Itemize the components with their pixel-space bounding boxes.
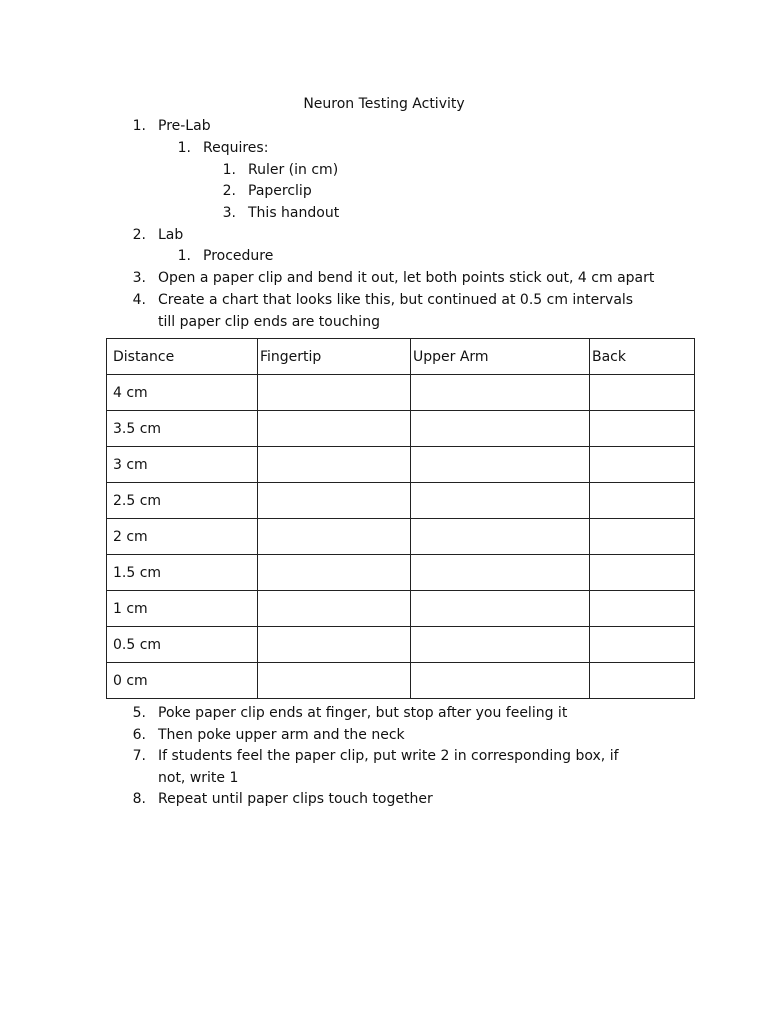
upper-arm-cell: [411, 591, 590, 627]
item-text: Open a paper clip and bend it out, let both points stick out, 4 cm apart: [158, 270, 655, 286]
item-text: Poke paper clip ends at finger, but stop after you feeling it: [158, 705, 568, 721]
back-cell: [590, 411, 695, 447]
item-text: Ruler (in cm): [248, 162, 339, 178]
item-number: 1.: [177, 248, 191, 264]
distance-cell: 3 cm: [107, 447, 258, 483]
item-number: 5.: [132, 705, 146, 721]
item-text: Requires:: [203, 140, 269, 156]
distance-cell: 3.5 cm: [107, 411, 258, 447]
back-cell: [590, 483, 695, 519]
item-number: 3.: [222, 205, 236, 221]
upper-arm-cell: [411, 663, 590, 699]
back-cell: [590, 627, 695, 663]
header-back: Back: [590, 339, 695, 375]
back-cell: [590, 591, 695, 627]
fingertip-cell: [258, 411, 411, 447]
upper-arm-cell: [411, 375, 590, 411]
item-number: 1.: [132, 118, 146, 134]
fingertip-cell: [258, 663, 411, 699]
item-text: Pre-Lab: [158, 118, 211, 134]
item-number: 2.: [222, 183, 236, 199]
item-number: 3.: [132, 270, 146, 286]
item-text: If students feel the paper clip, put write 2 in corresponding box, if: [158, 748, 619, 764]
item-text: Lab: [158, 227, 184, 243]
fingertip-cell: [258, 375, 411, 411]
table-row: [107, 447, 695, 483]
item-number: 6.: [132, 727, 146, 743]
item-text: not, write 1: [158, 770, 239, 786]
distance-cell: 1.5 cm: [107, 555, 258, 591]
upper-arm-cell: [411, 555, 590, 591]
fingertip-cell: [258, 555, 411, 591]
distance-cell: 4 cm: [107, 375, 258, 411]
upper-arm-cell: [411, 519, 590, 555]
item-number: 1.: [177, 140, 191, 156]
fingertip-cell: [258, 627, 411, 663]
header-fingertip: Fingertip: [258, 339, 411, 375]
back-cell: [590, 375, 695, 411]
back-cell: [590, 519, 695, 555]
distance-table: [106, 338, 695, 699]
distance-cell: 0 cm: [107, 663, 258, 699]
item-text: This handout: [248, 205, 340, 221]
upper-arm-cell: [411, 411, 590, 447]
table-row: [107, 591, 695, 627]
fingertip-cell: [258, 519, 411, 555]
item-number: 1.: [222, 162, 236, 178]
distance-cell: 2 cm: [107, 519, 258, 555]
back-cell: [590, 555, 695, 591]
fingertip-cell: [258, 483, 411, 519]
upper-arm-cell: [411, 627, 590, 663]
item-number: 7.: [132, 748, 146, 764]
fingertip-cell: [258, 591, 411, 627]
upper-arm-cell: [411, 447, 590, 483]
item-number: 4.: [132, 292, 146, 308]
header-distance: Distance: [107, 339, 258, 375]
item-number: 8.: [132, 791, 146, 807]
table-row: [107, 411, 695, 447]
document-title: Neuron Testing Activity: [303, 96, 465, 112]
table-row: [107, 483, 695, 519]
table-row: [107, 519, 695, 555]
header-upper-arm: Upper Arm: [411, 339, 590, 375]
upper-arm-cell: [411, 483, 590, 519]
table-row: [107, 663, 695, 699]
item-number: 2.: [132, 227, 146, 243]
item-text: Paperclip: [248, 183, 312, 199]
table-row: [107, 627, 695, 663]
table-row: [107, 375, 695, 411]
back-cell: [590, 663, 695, 699]
back-cell: [590, 447, 695, 483]
table-header-row: [107, 339, 695, 375]
item-text: till paper clip ends are touching: [158, 314, 380, 330]
item-text: Repeat until paper clips touch together: [158, 791, 433, 807]
table-row: [107, 555, 695, 591]
distance-cell: 2.5 cm: [107, 483, 258, 519]
item-text: Create a chart that looks like this, but continued at 0.5 cm intervals: [158, 292, 634, 308]
distance-cell: 1 cm: [107, 591, 258, 627]
distance-cell: 0.5 cm: [107, 627, 258, 663]
item-text: Then poke upper arm and the neck: [158, 727, 405, 743]
item-text: Procedure: [203, 248, 274, 264]
fingertip-cell: [258, 447, 411, 483]
